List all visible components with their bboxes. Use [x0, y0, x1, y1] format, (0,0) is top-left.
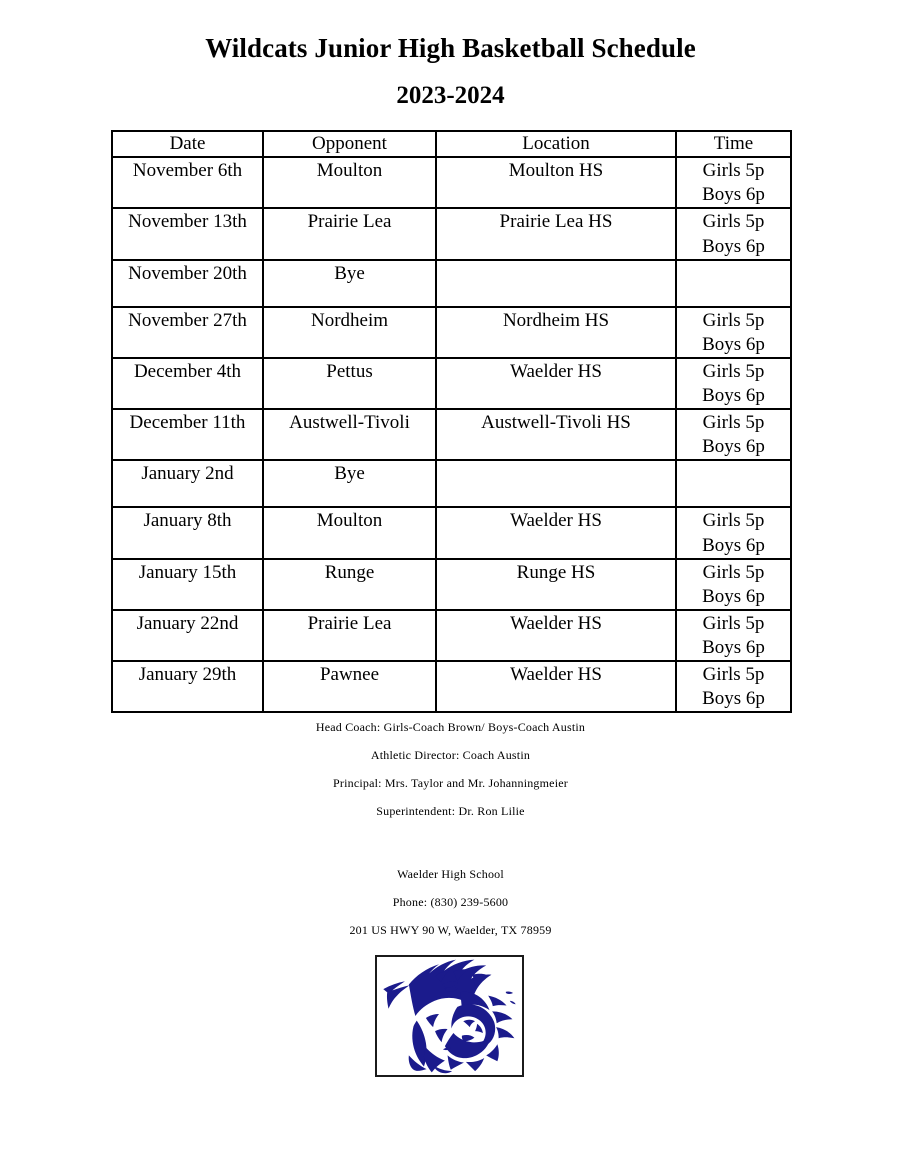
- cell-location: [436, 460, 676, 507]
- cell-time-boys: Boys 6p: [702, 235, 765, 257]
- table-row: [112, 260, 791, 307]
- staff-line-athletic-director: Athletic Director: Coach Austin: [370, 748, 531, 762]
- table-row: [112, 661, 791, 712]
- cell-time-boys: Boys 6p: [702, 385, 765, 406]
- cell-opponent: Prairie Lea: [263, 610, 436, 661]
- cell-location: Waelder HS: [436, 610, 676, 661]
- cell-opponent: Nordheim: [263, 307, 436, 358]
- cell-time-girls: Girls 5p: [702, 360, 765, 382]
- table-row: [112, 559, 791, 610]
- contact-line-school: Waelder High School: [397, 867, 504, 881]
- cell-time-girls: Girls 5p: [702, 412, 765, 434]
- table-header: [112, 131, 791, 157]
- cell-date: January 15th: [112, 559, 263, 610]
- cell-date: December 11th: [112, 409, 263, 460]
- cell-time-girls: Girls 5p: [702, 664, 765, 686]
- staff-info-block: [0, 721, 901, 833]
- schedule-table-wrapper: [111, 130, 790, 713]
- cell-time-boys: Boys 6p: [702, 534, 765, 556]
- cell-opponent: Pawnee: [263, 661, 436, 712]
- column-header-date: Date: [112, 131, 263, 157]
- table-row: [112, 307, 791, 358]
- cell-time-boys: Boys 6p: [702, 436, 765, 458]
- contact-line-address: 201 US HWY 90 W, Waelder, TX 78959: [349, 923, 552, 937]
- staff-line-principal: Principal: Mrs. Taylor and Mr. Johanningmeier: [333, 776, 568, 790]
- cell-date: November 6th: [112, 157, 263, 208]
- cell-location: Moulton HS: [436, 157, 676, 208]
- cell-opponent: Bye: [263, 260, 436, 307]
- cell-time: [676, 460, 791, 507]
- cell-date: January 2nd: [112, 460, 263, 507]
- column-header-location: Location: [436, 131, 676, 157]
- cell-opponent: Moulton: [263, 507, 436, 558]
- cell-opponent: Austwell-Tivoli: [263, 409, 436, 460]
- cell-location: Nordheim HS: [436, 307, 676, 358]
- cell-opponent: Pettus: [263, 358, 436, 409]
- table-header-row: [112, 131, 791, 157]
- cell-opponent: Prairie Lea: [263, 208, 436, 259]
- cell-date: November 20th: [112, 260, 263, 307]
- contact-line-phone: Phone: (830) 239-5600: [392, 895, 509, 909]
- contact-info-block: [0, 868, 901, 952]
- cell-location: Runge HS: [436, 559, 676, 610]
- cell-location: Waelder HS: [436, 358, 676, 409]
- table-body: [112, 157, 791, 712]
- cell-opponent: Runge: [263, 559, 436, 610]
- cell-date: January 29th: [112, 661, 263, 712]
- column-header-time: Time: [676, 131, 791, 157]
- table-row: [112, 507, 791, 558]
- cell-time: [676, 409, 791, 460]
- cell-date: January 22nd: [112, 610, 263, 661]
- table-row: [112, 208, 791, 259]
- cell-time-boys: Boys 6p: [702, 184, 765, 206]
- cell-location: Austwell-Tivoli HS: [436, 409, 676, 460]
- logo-frame: [375, 955, 524, 1077]
- page-title: Wildcats Junior High Basketball Schedule: [205, 33, 696, 63]
- cell-time-girls: Girls 5p: [702, 309, 765, 331]
- cell-time: [676, 358, 791, 409]
- table-row: [112, 409, 791, 460]
- column-header-opponent: Opponent: [263, 131, 436, 157]
- cell-time-boys: Boys 6p: [702, 637, 765, 658]
- cell-date: January 8th: [112, 507, 263, 558]
- cell-time-girls: Girls 5p: [702, 612, 765, 634]
- cell-location: Waelder HS: [436, 507, 676, 558]
- cell-time-girls: Girls 5p: [702, 211, 765, 233]
- cell-time: [676, 157, 791, 208]
- table-row: [112, 460, 791, 507]
- wildcat-mascot-head-icon: [377, 957, 522, 1075]
- cell-date: November 13th: [112, 208, 263, 259]
- cell-time-boys: Boys 6p: [702, 333, 765, 355]
- table-row: [112, 358, 791, 409]
- cell-location: Waelder HS: [436, 661, 676, 712]
- schedule-table: [111, 130, 792, 713]
- cell-time: [676, 208, 791, 259]
- cell-time: [676, 610, 791, 661]
- cell-location: [436, 260, 676, 307]
- cell-time: [676, 507, 791, 558]
- title-block: [0, 0, 901, 111]
- staff-line-superintendent: Superintendent: Dr. Ron Lilie: [376, 804, 525, 818]
- cell-date: November 27th: [112, 307, 263, 358]
- table-row: [112, 157, 791, 208]
- cell-time-girls: Girls 5p: [702, 561, 765, 583]
- table-row: [112, 610, 791, 661]
- page-subtitle: 2023-2024: [396, 81, 505, 109]
- cell-time: [676, 559, 791, 610]
- cell-date: December 4th: [112, 358, 263, 409]
- cell-time: [676, 307, 791, 358]
- cell-location: Prairie Lea HS: [436, 208, 676, 259]
- cell-time-boys: Boys 6p: [702, 585, 765, 607]
- cell-time: [676, 661, 791, 712]
- cell-time-girls: Girls 5p: [702, 510, 765, 532]
- cell-time: [676, 260, 791, 307]
- cell-time-girls: Girls 5p: [702, 160, 765, 182]
- cell-time-boys: Boys 6p: [702, 688, 765, 710]
- cell-opponent: Bye: [263, 460, 436, 507]
- staff-line-head-coach: Head Coach: Girls-Coach Brown/ Boys-Coach Austin: [315, 720, 586, 734]
- cell-opponent: Moulton: [263, 157, 436, 208]
